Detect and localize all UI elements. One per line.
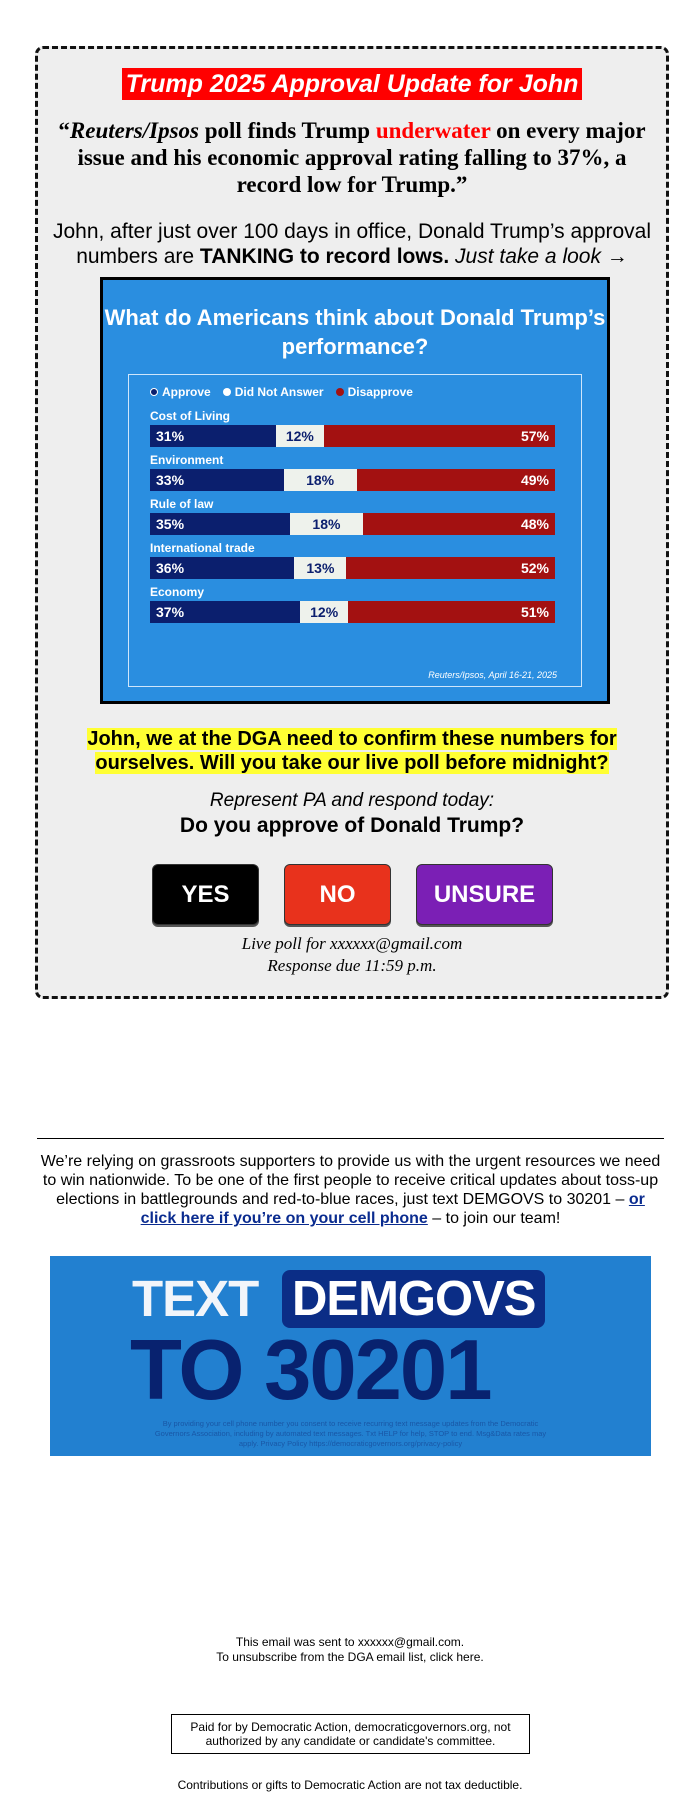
unsubscribe-link[interactable]: To unsubscribe from the DGA email list, click here. [216, 1650, 484, 1664]
quote-part1: poll finds Trump [199, 118, 376, 143]
legend-approve [150, 385, 211, 399]
chart-bar-disapprove: 49% [357, 469, 555, 491]
chart-bar-approve: 37% [150, 601, 300, 623]
poll-question: Do you approve of Donald Trump? [179, 814, 525, 837]
sms-keyword: DEMGOVS [282, 1270, 545, 1328]
chart-bar-no-answer: 18% [284, 469, 357, 491]
yes-button[interactable]: YES [152, 864, 259, 925]
legend-disapprove-dot [336, 388, 344, 396]
chart-category-label: International trade [150, 541, 255, 555]
legend-no-answer [223, 385, 324, 399]
chart-bar-row [150, 601, 555, 623]
grassroots-text [37, 1152, 664, 1228]
chart-bar-approve: 33% [150, 469, 284, 491]
legend-no-answer-dot [223, 388, 231, 396]
legend-disapprove [336, 385, 413, 399]
intro-text [52, 219, 652, 269]
legend-no-answer-label: Did Not Answer [234, 385, 324, 399]
title-text: Trump 2025 Approval Update for John [122, 68, 583, 100]
chart-bar-approve: 31% [150, 425, 276, 447]
contributions-notice: Contributions or gifts to Democratic Action are not tax deductible. [177, 1778, 523, 1792]
quote-highlight: underwater [375, 118, 491, 143]
sms-disclaimer: By providing your cell phone number you consent to receive recurring text message updates from the Democratic Governors Association, including by automated text messages. Txt HELP for help, STOP to end. Msg&Data rates may apply. Privacy Policy https://democraticgovernors.org/privacy-policy [154, 1419, 547, 1448]
quote [52, 117, 652, 198]
chart-bar-disapprove: 48% [363, 513, 555, 535]
grassroots-text-1: We’re relying on grassroots supporters to provide us with the urgent resources we need to win nationwide. To be one of the first people to receive critical updates about toss-up elections in battlegrounds and red-to-blue races, just text DEMGOVS to 30201 – [40, 1153, 661, 1208]
chart-bar-disapprove: 51% [348, 601, 555, 623]
no-button[interactable]: NO [284, 864, 391, 925]
chart-bar-row [150, 557, 555, 579]
chart-category-label: Cost of Living [150, 409, 230, 423]
chart-category-label: Rule of law [150, 497, 214, 511]
sms-text-word: TEXT [132, 1270, 259, 1327]
legend-approve-label: Approve [162, 385, 211, 399]
divider [37, 1138, 664, 1139]
poll-card [35, 46, 669, 999]
chart-bar-row [150, 513, 555, 535]
intro-bold: TANKING to record lows. [199, 245, 450, 268]
cta-message-text: John, we at the DGA need to confirm these numbers for ourselves. Will you take our live poll before midnight? [87, 728, 617, 774]
chart-bar-disapprove: 57% [324, 425, 555, 447]
unsure-button[interactable]: UNSURE [416, 864, 553, 925]
chart-bar-no-answer: 12% [276, 425, 325, 447]
sent-to-notice: This email was sent to xxxxxx@gmail.com. [235, 1635, 465, 1649]
grassroots-text-2: – to join our team! [427, 1210, 561, 1227]
sms-number: TO 30201 [130, 1323, 491, 1418]
chart-source: Reuters/Ipsos, April 16-21, 2025 [428, 670, 557, 680]
legend-disapprove-label: Disapprove [347, 385, 413, 399]
cell-phone-link[interactable]: or click here if you’re on your cell phone [140, 1191, 645, 1227]
page-title [38, 69, 666, 99]
chart-bar-row [150, 425, 555, 447]
legend-approve-dot [150, 388, 158, 396]
chart-category-label: Environment [150, 453, 224, 467]
chart-bar-row [150, 469, 555, 491]
chart-category-label: Economy [150, 585, 205, 599]
chart-bar-approve: 35% [150, 513, 290, 535]
chart-bar-disapprove: 52% [346, 557, 555, 579]
represent-text: Represent PA and respond today: [209, 790, 495, 811]
chart-panel [128, 374, 582, 687]
chart-bar-no-answer: 18% [290, 513, 362, 535]
intro-part1: John, after just over 100 days in office, Donald Trump’s approval numbers are [52, 220, 652, 268]
chart-bar-approve: 36% [150, 557, 294, 579]
intro-italic: Just take a look → [449, 245, 628, 268]
poll-deadline: Response due 11:59 p.m. [267, 956, 437, 975]
chart-title: What do Americans think about Donald Trump’s performance? [104, 305, 606, 359]
quote-open: “ [58, 118, 70, 143]
quote-source: Reuters/Ipsos [69, 118, 199, 143]
chart-bar-no-answer: 12% [300, 601, 349, 623]
text-demgovs-banner[interactable] [50, 1256, 651, 1456]
cta-message [52, 727, 652, 775]
poll-recipient: Live poll for xxxxxx@gmail.com [241, 934, 463, 953]
chart-legend [150, 385, 413, 399]
chart-bar-no-answer: 13% [294, 557, 346, 579]
approval-chart[interactable] [100, 277, 610, 704]
quote-part2: on every major issue and his economic approval rating falling to 37%, a record low for Trump.” [77, 118, 646, 197]
paid-for-disclaimer: Paid for by Democratic Action, democraticgovernors.org, not authorized by any candidate or candidate's committee. [171, 1714, 530, 1754]
